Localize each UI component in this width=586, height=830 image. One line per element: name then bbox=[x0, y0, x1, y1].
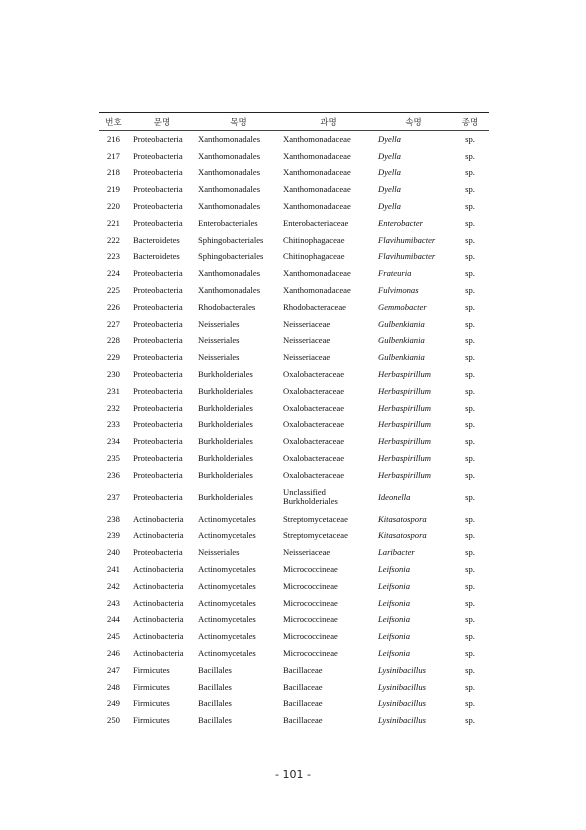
cell-family: Bacillaceae bbox=[283, 664, 323, 675]
cell-phylum: Proteobacteria bbox=[133, 436, 183, 447]
cell-phylum: Actinobacteria bbox=[133, 614, 184, 625]
table-row bbox=[99, 366, 489, 383]
page-number: - 101 - bbox=[275, 768, 311, 781]
cell-species: sp. bbox=[465, 318, 475, 329]
taxonomy-table bbox=[99, 112, 489, 729]
cell-family: Bacillaceae bbox=[283, 698, 323, 709]
cell-species: sp. bbox=[465, 513, 475, 524]
table-row bbox=[99, 299, 489, 316]
table-row bbox=[99, 484, 489, 511]
table-row bbox=[99, 383, 489, 400]
cell-phylum: Proteobacteria bbox=[133, 133, 183, 144]
cell-genus: Lysinibacillus bbox=[378, 681, 426, 692]
table-row bbox=[99, 712, 489, 729]
cell-number: 249 bbox=[107, 698, 120, 709]
cell-order: Actinomycetales bbox=[198, 614, 256, 625]
cell-number: 233 bbox=[107, 419, 120, 430]
cell-species: sp. bbox=[465, 453, 475, 464]
cell-family: Oxalobacteraceae bbox=[283, 469, 345, 480]
cell-species: sp. bbox=[465, 564, 475, 575]
cell-order: Xanthomonadales bbox=[198, 201, 261, 212]
cell-genus: Flavihumibacter bbox=[378, 234, 436, 245]
cell-species: sp. bbox=[465, 664, 475, 675]
cell-genus: Leifsonia bbox=[378, 597, 410, 608]
cell-genus: Laribacter bbox=[378, 547, 415, 558]
cell-species: sp. bbox=[465, 648, 475, 658]
table-row bbox=[99, 417, 489, 434]
cell-species: sp. bbox=[465, 580, 475, 591]
cell-number: 229 bbox=[107, 352, 120, 363]
cell-order: Sphingobacteriales bbox=[198, 251, 264, 262]
cell-family: Neisseriaceae bbox=[283, 335, 331, 346]
table-row bbox=[99, 679, 489, 696]
cell-genus: Gulbenkiania bbox=[378, 335, 425, 346]
table-row bbox=[99, 544, 489, 561]
cell-species: sp. bbox=[465, 681, 475, 692]
cell-order: Burkholderiales bbox=[198, 402, 253, 413]
cell-number: 230 bbox=[107, 369, 120, 380]
header-number: 번호 bbox=[99, 113, 128, 131]
cell-phylum: Actinobacteria bbox=[133, 648, 184, 658]
cell-species: sp. bbox=[465, 530, 475, 541]
cell-genus: Leifsonia bbox=[378, 648, 410, 658]
cell-order: Xanthomonadales bbox=[198, 167, 261, 178]
cell-number: 217 bbox=[107, 150, 120, 161]
cell-number: 248 bbox=[107, 681, 120, 692]
cell-number: 232 bbox=[107, 402, 120, 413]
cell-species: sp. bbox=[465, 167, 475, 178]
cell-family: Xanthomonadaceae bbox=[283, 268, 351, 279]
cell-order: Xanthomonadales bbox=[198, 184, 261, 195]
cell-order: Burkholderiales bbox=[198, 436, 253, 447]
cell-number: 219 bbox=[107, 184, 120, 195]
cell-genus: Lysinibacillus bbox=[378, 715, 426, 726]
cell-family: Micrococcineae bbox=[283, 597, 338, 608]
cell-order: Burkholderiales bbox=[198, 419, 253, 430]
cell-order: Bacillales bbox=[198, 698, 232, 709]
cell-number: 226 bbox=[107, 301, 120, 312]
cell-number: 242 bbox=[107, 580, 120, 591]
cell-family: Micrococcineae bbox=[283, 564, 338, 575]
cell-family: Xanthomonadaceae bbox=[283, 150, 351, 161]
cell-phylum: Actinobacteria bbox=[133, 631, 184, 642]
cell-species: sp. bbox=[465, 547, 475, 558]
cell-phylum: Firmicutes bbox=[133, 664, 170, 675]
cell-order: Xanthomonadales bbox=[198, 268, 261, 279]
cell-family: Oxalobacteraceae bbox=[283, 453, 345, 464]
cell-order: Actinomycetales bbox=[198, 564, 256, 575]
cell-species: sp. bbox=[465, 469, 475, 480]
cell-genus: Flavihumibacter bbox=[378, 251, 436, 262]
table-row bbox=[99, 349, 489, 366]
cell-family: Chitinophagaceae bbox=[283, 251, 345, 262]
cell-number: 221 bbox=[107, 217, 120, 228]
cell-phylum: Proteobacteria bbox=[133, 285, 183, 296]
cell-number: 224 bbox=[107, 268, 120, 279]
cell-phylum: Actinobacteria bbox=[133, 530, 184, 541]
cell-phylum: Actinobacteria bbox=[133, 513, 184, 524]
cell-order: Enterobacteriales bbox=[198, 217, 258, 228]
cell-family: Xanthomonadaceae bbox=[283, 184, 351, 195]
cell-number: 240 bbox=[107, 547, 120, 558]
cell-species: sp. bbox=[465, 352, 475, 363]
cell-family: Neisseriaceae bbox=[283, 318, 331, 329]
cell-family: Bacillaceae bbox=[283, 715, 323, 726]
cell-phylum: Firmicutes bbox=[133, 715, 170, 726]
cell-genus: Dyella bbox=[378, 201, 401, 212]
table-row bbox=[99, 645, 489, 662]
cell-genus: Ideonella bbox=[378, 491, 411, 502]
cell-phylum: Proteobacteria bbox=[133, 491, 183, 502]
cell-phylum: Firmicutes bbox=[133, 681, 170, 692]
table-row bbox=[99, 232, 489, 249]
cell-genus: Herbaspirillum bbox=[378, 453, 431, 464]
cell-number: 218 bbox=[107, 167, 120, 178]
table-row bbox=[99, 265, 489, 282]
cell-number: 228 bbox=[107, 335, 120, 346]
cell-phylum: Proteobacteria bbox=[133, 318, 183, 329]
cell-species: sp. bbox=[465, 184, 475, 195]
cell-genus: Fulvimonas bbox=[378, 285, 419, 296]
cell-species: sp. bbox=[465, 234, 475, 245]
cell-phylum: Firmicutes bbox=[133, 698, 170, 709]
table-row bbox=[99, 249, 489, 266]
cell-number: 244 bbox=[107, 614, 120, 625]
cell-species: sp. bbox=[465, 301, 475, 312]
cell-genus: Herbaspirillum bbox=[378, 419, 431, 430]
cell-number: 223 bbox=[107, 251, 120, 262]
table-row bbox=[99, 198, 489, 215]
cell-order: Sphingobacteriales bbox=[198, 234, 264, 245]
cell-number: 235 bbox=[107, 453, 120, 464]
cell-order: Burkholderiales bbox=[198, 385, 253, 396]
cell-species: sp. bbox=[465, 251, 475, 262]
cell-family: Micrococcineae bbox=[283, 614, 338, 625]
header-row bbox=[99, 113, 489, 131]
cell-phylum: Bacteroidetes bbox=[133, 234, 180, 245]
cell-order: Actinomycetales bbox=[198, 631, 256, 642]
cell-family: Micrococcineae bbox=[283, 648, 338, 658]
cell-genus: Herbaspirillum bbox=[378, 469, 431, 480]
cell-family: Micrococcineae bbox=[283, 631, 338, 642]
cell-number: 216 bbox=[107, 133, 120, 144]
cell-family: Xanthomonadaceae bbox=[283, 285, 351, 296]
cell-family: Oxalobacteraceae bbox=[283, 436, 345, 447]
cell-genus: Dyella bbox=[378, 167, 401, 178]
cell-genus: Leifsonia bbox=[378, 580, 410, 591]
table-row bbox=[99, 612, 489, 629]
cell-number: 227 bbox=[107, 318, 120, 329]
cell-order: Xanthomonadales bbox=[198, 133, 261, 144]
cell-number: 247 bbox=[107, 664, 120, 675]
cell-number: 238 bbox=[107, 513, 120, 524]
cell-order: Actinomycetales bbox=[198, 648, 256, 658]
cell-genus: Herbaspirillum bbox=[378, 436, 431, 447]
cell-number: 243 bbox=[107, 597, 120, 608]
table-row bbox=[99, 696, 489, 713]
cell-species: sp. bbox=[465, 201, 475, 212]
cell-phylum: Proteobacteria bbox=[133, 453, 183, 464]
cell-phylum: Actinobacteria bbox=[133, 564, 184, 575]
table-row bbox=[99, 400, 489, 417]
cell-species: sp. bbox=[465, 150, 475, 161]
cell-phylum: Proteobacteria bbox=[133, 385, 183, 396]
cell-order: Bacillales bbox=[198, 715, 232, 726]
cell-order: Bacillales bbox=[198, 664, 232, 675]
header-species: 종명 bbox=[451, 113, 489, 131]
cell-genus: Lysinibacillus bbox=[378, 664, 426, 675]
cell-genus: Leifsonia bbox=[378, 564, 410, 575]
cell-order: Burkholderiales bbox=[198, 491, 253, 502]
table-row bbox=[99, 165, 489, 182]
cell-phylum: Proteobacteria bbox=[133, 150, 183, 161]
cell-species: sp. bbox=[465, 268, 475, 279]
cell-species: sp. bbox=[465, 217, 475, 228]
table-row bbox=[99, 595, 489, 612]
cell-genus: Lysinibacillus bbox=[378, 698, 426, 709]
cell-phylum: Proteobacteria bbox=[133, 301, 183, 312]
header-family: 과명 bbox=[281, 113, 376, 131]
table-row bbox=[99, 511, 489, 528]
cell-genus: Kitasatospora bbox=[378, 530, 427, 541]
table-row bbox=[99, 433, 489, 450]
cell-family: Streptomycetaceae bbox=[283, 513, 348, 524]
cell-phylum: Proteobacteria bbox=[133, 352, 183, 363]
cell-number: 225 bbox=[107, 285, 120, 296]
table-row bbox=[99, 528, 489, 545]
table-row bbox=[99, 561, 489, 578]
cell-phylum: Proteobacteria bbox=[133, 184, 183, 195]
table-header bbox=[99, 113, 489, 131]
cell-phylum: Actinobacteria bbox=[133, 597, 184, 608]
taxonomy-table-container bbox=[99, 112, 489, 729]
cell-genus: Enterobacter bbox=[378, 217, 424, 228]
cell-species: sp. bbox=[465, 597, 475, 608]
cell-species: sp. bbox=[465, 133, 475, 144]
cell-family: Oxalobacteraceae bbox=[283, 369, 345, 380]
cell-genus: Frateuria bbox=[378, 268, 412, 279]
cell-order: Neisseriales bbox=[198, 352, 240, 363]
cell-order: Rhodobacterales bbox=[198, 301, 256, 312]
cell-genus: Dyella bbox=[378, 150, 401, 161]
cell-order: Actinomycetales bbox=[198, 513, 256, 524]
cell-order: Burkholderiales bbox=[198, 453, 253, 464]
table-row bbox=[99, 333, 489, 350]
cell-phylum: Bacteroidetes bbox=[133, 251, 180, 262]
cell-number: 237 bbox=[107, 491, 120, 502]
cell-number: 231 bbox=[107, 385, 120, 396]
cell-order: Bacillales bbox=[198, 681, 232, 692]
cell-genus: Herbaspirillum bbox=[378, 402, 431, 413]
cell-phylum: Proteobacteria bbox=[133, 268, 183, 279]
cell-order: Xanthomonadales bbox=[198, 150, 261, 161]
cell-species: sp. bbox=[465, 285, 475, 296]
table-row bbox=[99, 467, 489, 484]
cell-phylum: Actinobacteria bbox=[133, 580, 184, 591]
header-order: 목명 bbox=[196, 113, 281, 131]
table-row bbox=[99, 316, 489, 333]
header-phylum: 문명 bbox=[128, 113, 196, 131]
table-row bbox=[99, 148, 489, 165]
cell-order: Neisseriales bbox=[198, 547, 240, 558]
cell-species: sp. bbox=[465, 369, 475, 380]
cell-family: Unclassified Burkholderiales bbox=[283, 487, 338, 507]
table-row bbox=[99, 131, 489, 148]
cell-number: 234 bbox=[107, 436, 120, 447]
cell-phylum: Proteobacteria bbox=[133, 335, 183, 346]
cell-number: 250 bbox=[107, 715, 120, 726]
cell-species: sp. bbox=[465, 491, 475, 502]
cell-number: 222 bbox=[107, 234, 120, 245]
cell-genus: Dyella bbox=[378, 184, 401, 195]
header-genus: 속명 bbox=[376, 113, 451, 131]
cell-genus: Dyella bbox=[378, 133, 401, 144]
cell-genus: Leifsonia bbox=[378, 614, 410, 625]
table-row bbox=[99, 181, 489, 198]
cell-species: sp. bbox=[465, 385, 475, 396]
table-row bbox=[99, 628, 489, 645]
cell-family: Streptomycetaceae bbox=[283, 530, 348, 541]
cell-family: Oxalobacteraceae bbox=[283, 402, 345, 413]
cell-order: Neisseriales bbox=[198, 335, 240, 346]
cell-species: sp. bbox=[465, 698, 475, 709]
cell-phylum: Proteobacteria bbox=[133, 369, 183, 380]
cell-order: Actinomycetales bbox=[198, 580, 256, 591]
cell-phylum: Proteobacteria bbox=[133, 217, 183, 228]
cell-species: sp. bbox=[465, 419, 475, 430]
table-row bbox=[99, 578, 489, 595]
cell-family: Neisseriaceae bbox=[283, 352, 331, 363]
table-row bbox=[99, 450, 489, 467]
cell-species: sp. bbox=[465, 631, 475, 642]
cell-number: 236 bbox=[107, 469, 120, 480]
cell-family: Micrococcineae bbox=[283, 580, 338, 591]
table-row bbox=[99, 215, 489, 232]
cell-number: 246 bbox=[107, 648, 120, 658]
cell-number: 245 bbox=[107, 631, 120, 642]
cell-genus: Gulbenkiania bbox=[378, 352, 425, 363]
table-row bbox=[99, 282, 489, 299]
cell-genus: Herbaspirillum bbox=[378, 369, 431, 380]
cell-number: 239 bbox=[107, 530, 120, 541]
cell-phylum: Proteobacteria bbox=[133, 402, 183, 413]
cell-phylum: Proteobacteria bbox=[133, 201, 183, 212]
cell-species: sp. bbox=[465, 335, 475, 346]
cell-phylum: Proteobacteria bbox=[133, 167, 183, 178]
cell-family: Bacillaceae bbox=[283, 681, 323, 692]
cell-order: Actinomycetales bbox=[198, 530, 256, 541]
cell-genus: Kitasatospora bbox=[378, 513, 427, 524]
cell-number: 220 bbox=[107, 201, 120, 212]
cell-order: Burkholderiales bbox=[198, 369, 253, 380]
cell-family: Oxalobacteraceae bbox=[283, 385, 345, 396]
table-body bbox=[99, 131, 489, 730]
cell-phylum: Proteobacteria bbox=[133, 469, 183, 480]
cell-family: Neisseriaceae bbox=[283, 547, 331, 558]
cell-family: Rhodobacteraceae bbox=[283, 301, 346, 312]
cell-order: Actinomycetales bbox=[198, 597, 256, 608]
table-row bbox=[99, 662, 489, 679]
cell-order: Neisseriales bbox=[198, 318, 240, 329]
cell-family: Chitinophagaceae bbox=[283, 234, 345, 245]
cell-family: Xanthomonadaceae bbox=[283, 133, 351, 144]
cell-number: 241 bbox=[107, 564, 120, 575]
cell-species: sp. bbox=[465, 614, 475, 625]
cell-species: sp. bbox=[465, 402, 475, 413]
cell-order: Burkholderiales bbox=[198, 469, 253, 480]
cell-family: Enterobacteriaceae bbox=[283, 217, 349, 228]
cell-genus: Herbaspirillum bbox=[378, 385, 431, 396]
cell-family: Oxalobacteraceae bbox=[283, 419, 345, 430]
cell-genus: Gulbenkiania bbox=[378, 318, 425, 329]
cell-family: Xanthomonadaceae bbox=[283, 167, 351, 178]
cell-genus: Gemmobacter bbox=[378, 301, 427, 312]
cell-phylum: Proteobacteria bbox=[133, 547, 183, 558]
cell-family: Xanthomonadaceae bbox=[283, 201, 351, 212]
cell-genus: Leifsonia bbox=[378, 631, 410, 642]
cell-species: sp. bbox=[465, 715, 475, 726]
cell-phylum: Proteobacteria bbox=[133, 419, 183, 430]
cell-order: Xanthomonadales bbox=[198, 285, 261, 296]
cell-species: sp. bbox=[465, 436, 475, 447]
